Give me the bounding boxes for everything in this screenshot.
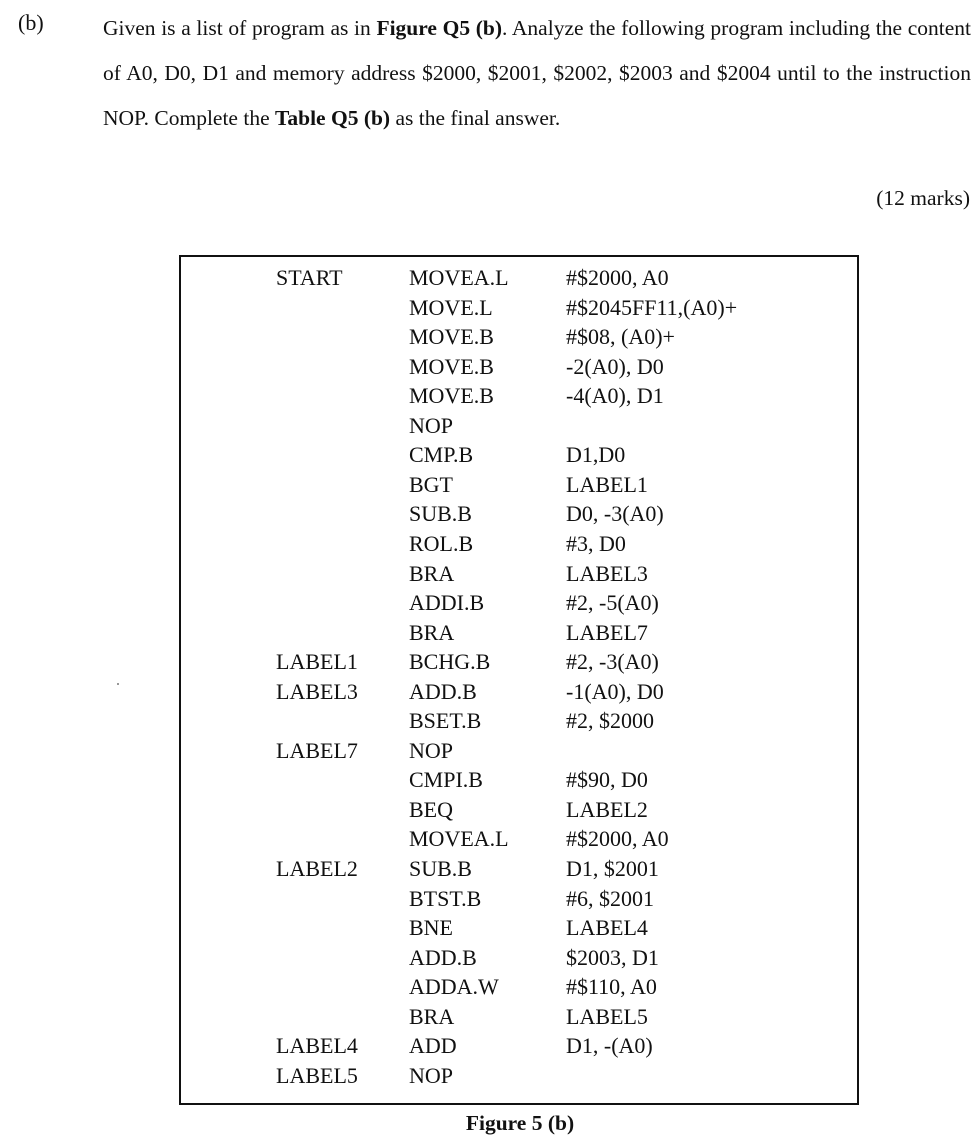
program-line-label: LABEL1: [276, 649, 358, 675]
question-text: [103, 6, 971, 141]
marks-label: (12 marks): [876, 186, 970, 210]
program-line-operands: #2, -3(A0): [566, 649, 659, 675]
program-line-opcode: BTST.B: [409, 885, 482, 911]
figure-reference: Figure Q5 (b): [376, 16, 503, 40]
question-text-part-3: as the final answer.: [390, 106, 561, 130]
program-line-operands: #$2000, A0: [566, 265, 669, 290]
program-line-label: START: [276, 265, 343, 290]
program-line-operands: #$2000, A0: [566, 826, 669, 852]
question-text-part-1: Given is a list of program as in: [103, 16, 377, 40]
program-line-operands: #$2045FF11,(A0)+: [566, 294, 738, 320]
program-line-opcode: MOVE.L: [409, 294, 493, 320]
program-line-label: LABEL5: [276, 1062, 358, 1088]
program-line-operands: #2, $2000: [566, 708, 654, 734]
stray-dot: [117, 683, 119, 685]
program-line-opcode: SUB.B: [409, 501, 472, 527]
program-line-opcode: MOVE.B: [409, 353, 494, 379]
program-line-opcode: ADD: [409, 1033, 457, 1059]
program-line-opcode: SUB.B: [409, 856, 472, 881]
program-line-operands: D0, -3(A0): [566, 501, 664, 527]
program-line-operands: LABEL2: [566, 796, 648, 822]
program-line-opcode: NOP: [409, 1062, 454, 1088]
question-label: (b): [18, 10, 44, 35]
program-line-operands: -2(A0), D0: [566, 353, 664, 379]
program-line-opcode: NOP: [409, 737, 454, 763]
program-line-opcode: BEQ: [409, 796, 453, 822]
program-line-label: LABEL4: [276, 1033, 358, 1059]
program-line-operands: #3, D0: [566, 530, 626, 556]
program-line-operands: D1,D0: [566, 442, 626, 468]
program-line-opcode: ADDA.W: [409, 974, 499, 1000]
program-line-opcode: ADD.B: [409, 678, 477, 704]
program-line-opcode: ADDI.B: [409, 590, 485, 616]
program-line-operands: #$90, D0: [566, 767, 648, 793]
program-line-operands: LABEL1: [566, 471, 648, 497]
program-line-label: LABEL3: [276, 678, 358, 704]
program-line-label: LABEL2: [276, 856, 358, 881]
program-line-opcode: BSET.B: [409, 708, 482, 734]
program-line-opcode: BRA: [409, 619, 455, 645]
program-line-operands: #$110, A0: [566, 974, 657, 1000]
program-line-operands: #$08, (A0)+: [566, 324, 675, 350]
program-line-opcode: MOVEA.L: [409, 265, 509, 290]
program-line-operands: D1, -(A0): [566, 1033, 653, 1059]
program-line-opcode: BGT: [409, 471, 453, 497]
table-reference: Table Q5 (b): [275, 106, 391, 130]
program-line-operands: LABEL4: [566, 915, 648, 941]
program-line-operands: LABEL5: [566, 1003, 648, 1029]
program-line-operands: #6, $2001: [566, 885, 654, 911]
program-line-opcode: BRA: [409, 1003, 455, 1029]
program-line-opcode: MOVE.B: [409, 383, 494, 409]
program-line-operands: D1, $2001: [566, 856, 659, 881]
program-line-label: LABEL7: [276, 737, 358, 763]
program-line-opcode: BNE: [409, 915, 453, 941]
program-line-opcode: CMPI.B: [409, 767, 483, 793]
program-line-opcode: ROL.B: [409, 530, 474, 556]
program-line-operands: -4(A0), D1: [566, 383, 664, 409]
program-line-opcode: CMP.B: [409, 442, 474, 468]
program-line-opcode: NOP: [409, 412, 454, 438]
program-line-opcode: BCHG.B: [409, 649, 491, 675]
program-line-operands: LABEL3: [566, 560, 648, 586]
figure-caption: Figure 5 (b): [465, 1111, 575, 1135]
program-line-opcode: MOVEA.L: [409, 826, 509, 852]
program-line-opcode: MOVE.B: [409, 324, 494, 350]
program-line-opcode: BRA: [409, 560, 455, 586]
program-line-operands: LABEL7: [566, 619, 648, 645]
program-listing: [179, 255, 859, 1105]
program-line-operands: $2003, D1: [566, 944, 659, 970]
program-line-operands: -1(A0), D0: [566, 678, 664, 704]
program-line-operands: #2, -5(A0): [566, 590, 659, 616]
question-text-part-2: . Analyze the following program including the content of A0, D0, D1 and memory address $2000, $2001, $2002, $2003 and $2004 until to the instruction NOP. Complete the: [103, 16, 972, 130]
program-line-opcode: ADD.B: [409, 944, 477, 970]
